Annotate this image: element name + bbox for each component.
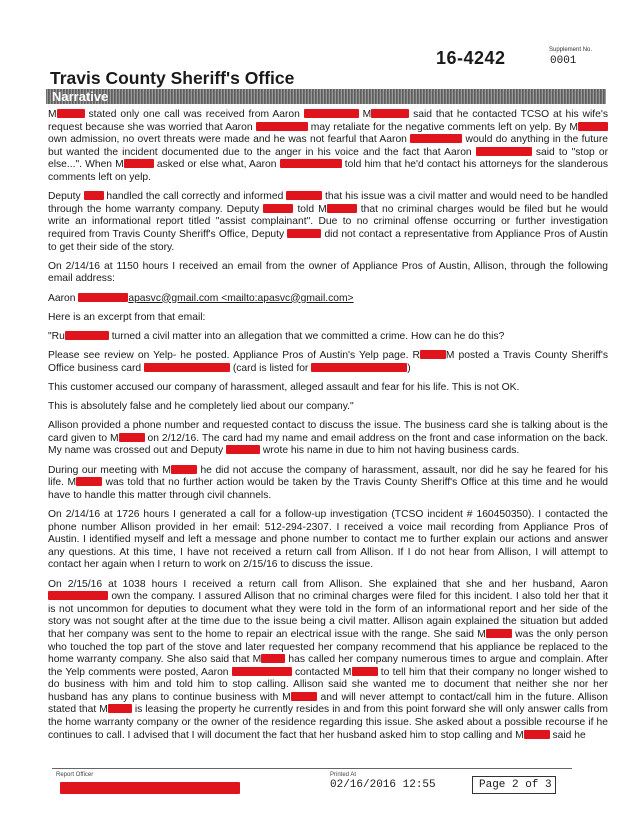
narrative-body — [48, 109, 608, 749]
paragraph-13: On 2/15/16 at 1038 hours I received a return call from Allison. She explained that she and her husband, Aaron own the company. I assured Allison that no criminal charges were filed for this incident. I also told her that it is not uncommon for deputies to document what they were told in the form of an informational report and her side of the story was not sought after at the time due to the issue being a civil matter. Allison again explained the situation but added that her company was sent to the home to repair an electrical issue with the range. She said M was the only person who touched the top part of the stove and later requested her company recommend that his appliance be replaced to the home warranty company. She also said that M has called her company numerous times to argue and complain. After the Yelp comments were posted, Aaron contacted M to tell him that their company no longer wished to do business with him and told him to stop calling. Allison said she wanted me to document that neither she nor her husband has any plans to continue business with M and will never attempt to contact/call him in the future. Allison stated that M is leasing the property he currently resides in and from this point forward she will only answer calls from the home warranty company or the owner of the residence regarding this issue. She asked about a possible recourse if he continues to call. I advised that I will document the fact that her husband asked him to stop calling and M said he — [48, 578, 609, 741]
redaction — [256, 122, 308, 131]
redaction — [78, 293, 128, 302]
paragraph-5: Here is an excerpt from that email: — [48, 311, 206, 323]
paragraph-3: On 2/14/16 at 1150 hours I received an email from the owner of Appliance Pros of Austin, Allison, through the following email address: — [48, 260, 608, 285]
redaction — [327, 204, 357, 213]
email-address[interactable]: apasvc@gmail.com <mailto:apasvc@gmail.com> — [128, 292, 354, 304]
paragraph-12: On 2/14/16 at 1726 hours I generated a call for a follow-up investigation (TCSO incident # 160450350). I contacted the phone number Allison provided in her email: 512-294-2307. I received a voice mail recording from Appliance Pros of Austin. I identified myself and left a message and phone number to contact me to further explain our actions and answer any questions. At this time, I have not received a return call from Allison. If I do not hear from Allison, I will attempt to contact her again when I return to work on 2/15/16 to discuss the issue. — [48, 508, 608, 571]
redaction — [261, 654, 285, 663]
supplement-number: 0001 — [550, 55, 577, 67]
redaction — [286, 191, 322, 200]
redaction — [304, 109, 359, 118]
redaction — [48, 591, 108, 600]
redaction — [124, 159, 154, 168]
footer-rule — [52, 768, 572, 769]
redaction — [486, 629, 512, 638]
paragraph-2: Deputy handled the call correctly and informed that his issue was a civil matter and would need to be handled through the home warranty company. Deputy told M that no criminal charges would be filed but he would write an informational report titled "assist complainant". Due to no criminal offense occurring or further investigation required from Travis County Sheriff's Office, Deputy did not contact a representative from Appliance Pros of Austin to get their side of the story. — [48, 191, 608, 253]
redaction — [144, 363, 230, 372]
redaction — [524, 730, 550, 739]
redaction — [352, 667, 378, 676]
redaction — [76, 477, 102, 486]
supplement-label: Supplement No. — [549, 47, 593, 53]
redaction — [84, 191, 104, 200]
redaction — [226, 445, 260, 454]
redaction — [371, 109, 409, 118]
report-officer-label: Report Officer — [56, 772, 94, 778]
redaction — [65, 331, 109, 340]
redaction — [476, 147, 532, 156]
paragraph-6: "Ru turned a civil matter into an allegation that we committed a crime. How can he do this? — [48, 330, 505, 342]
redaction — [420, 350, 446, 359]
agency-title: Travis County Sheriff's Office — [50, 68, 295, 88]
narrative-bar — [46, 89, 606, 104]
paragraph-9: This is absolutely false and he completely lied about our company." — [48, 401, 354, 413]
paragraph-7: Please see review on Yelp- he posted. Appliance Pros of Austin's Yelp page. R M posted a Travis County Sheriff's Office business card (card is listed for ) — [48, 350, 608, 374]
report-officer-redaction — [60, 782, 240, 794]
paragraph-11: During our meeting with M he did not accuse the company of harassment, assault, nor did he say he feared for his life. M was told that no further action would be taken by the Travis County Sheriff's Office at this time and he would have to handle this matter through civil channels. — [48, 464, 608, 501]
narrative-label: Narrative — [52, 89, 109, 104]
printed-at-value: 02/16/2016 12:55 — [330, 779, 436, 791]
paragraph-email: Aaron apasvc@gmail.com <mailto:apasvc@gmail.com> — [48, 292, 354, 304]
redaction — [108, 704, 132, 713]
redaction — [263, 204, 293, 213]
printed-at-label: Printed At — [330, 772, 357, 778]
page-number: Page 2 of 3 — [479, 779, 552, 791]
redaction — [291, 692, 317, 701]
paragraph-8: This customer accused our company of harassment, alleged assault and fear for his life. This is not OK. — [48, 381, 520, 393]
paragraph-10: Allison provided a phone number and requested contact to discuss the issue. The business card she is talking about is the card given to M on 2/12/16. The card had my name and email address on the front and case information on the back. My name was crossed out and Deputy wrote his name in due to him not having business cards. — [48, 420, 608, 457]
redaction — [578, 122, 608, 131]
redaction — [119, 433, 145, 442]
case-number: 16-4242 — [436, 48, 506, 68]
redaction — [311, 363, 407, 372]
redaction — [232, 667, 292, 676]
redaction — [287, 229, 321, 238]
redaction — [171, 465, 197, 474]
redaction — [57, 109, 85, 118]
paragraph-1: M stated only one call was received from Aaron M said that he contacted TCSO at his wife's request because she was worried that Aaron may retaliate for the negative comments left on yelp. By M own admission, no overt threats were made and he was not fearful that Aaron would do anything in the future but wanted the incident documented due to the anger in his voice and the fact that Aaron said to "stop or else...". When M asked or else what, Aaron told him that he'd contact his attorneys for the slanderous comments left on yelp. — [48, 109, 608, 183]
redaction — [410, 134, 462, 143]
redaction — [280, 159, 342, 168]
